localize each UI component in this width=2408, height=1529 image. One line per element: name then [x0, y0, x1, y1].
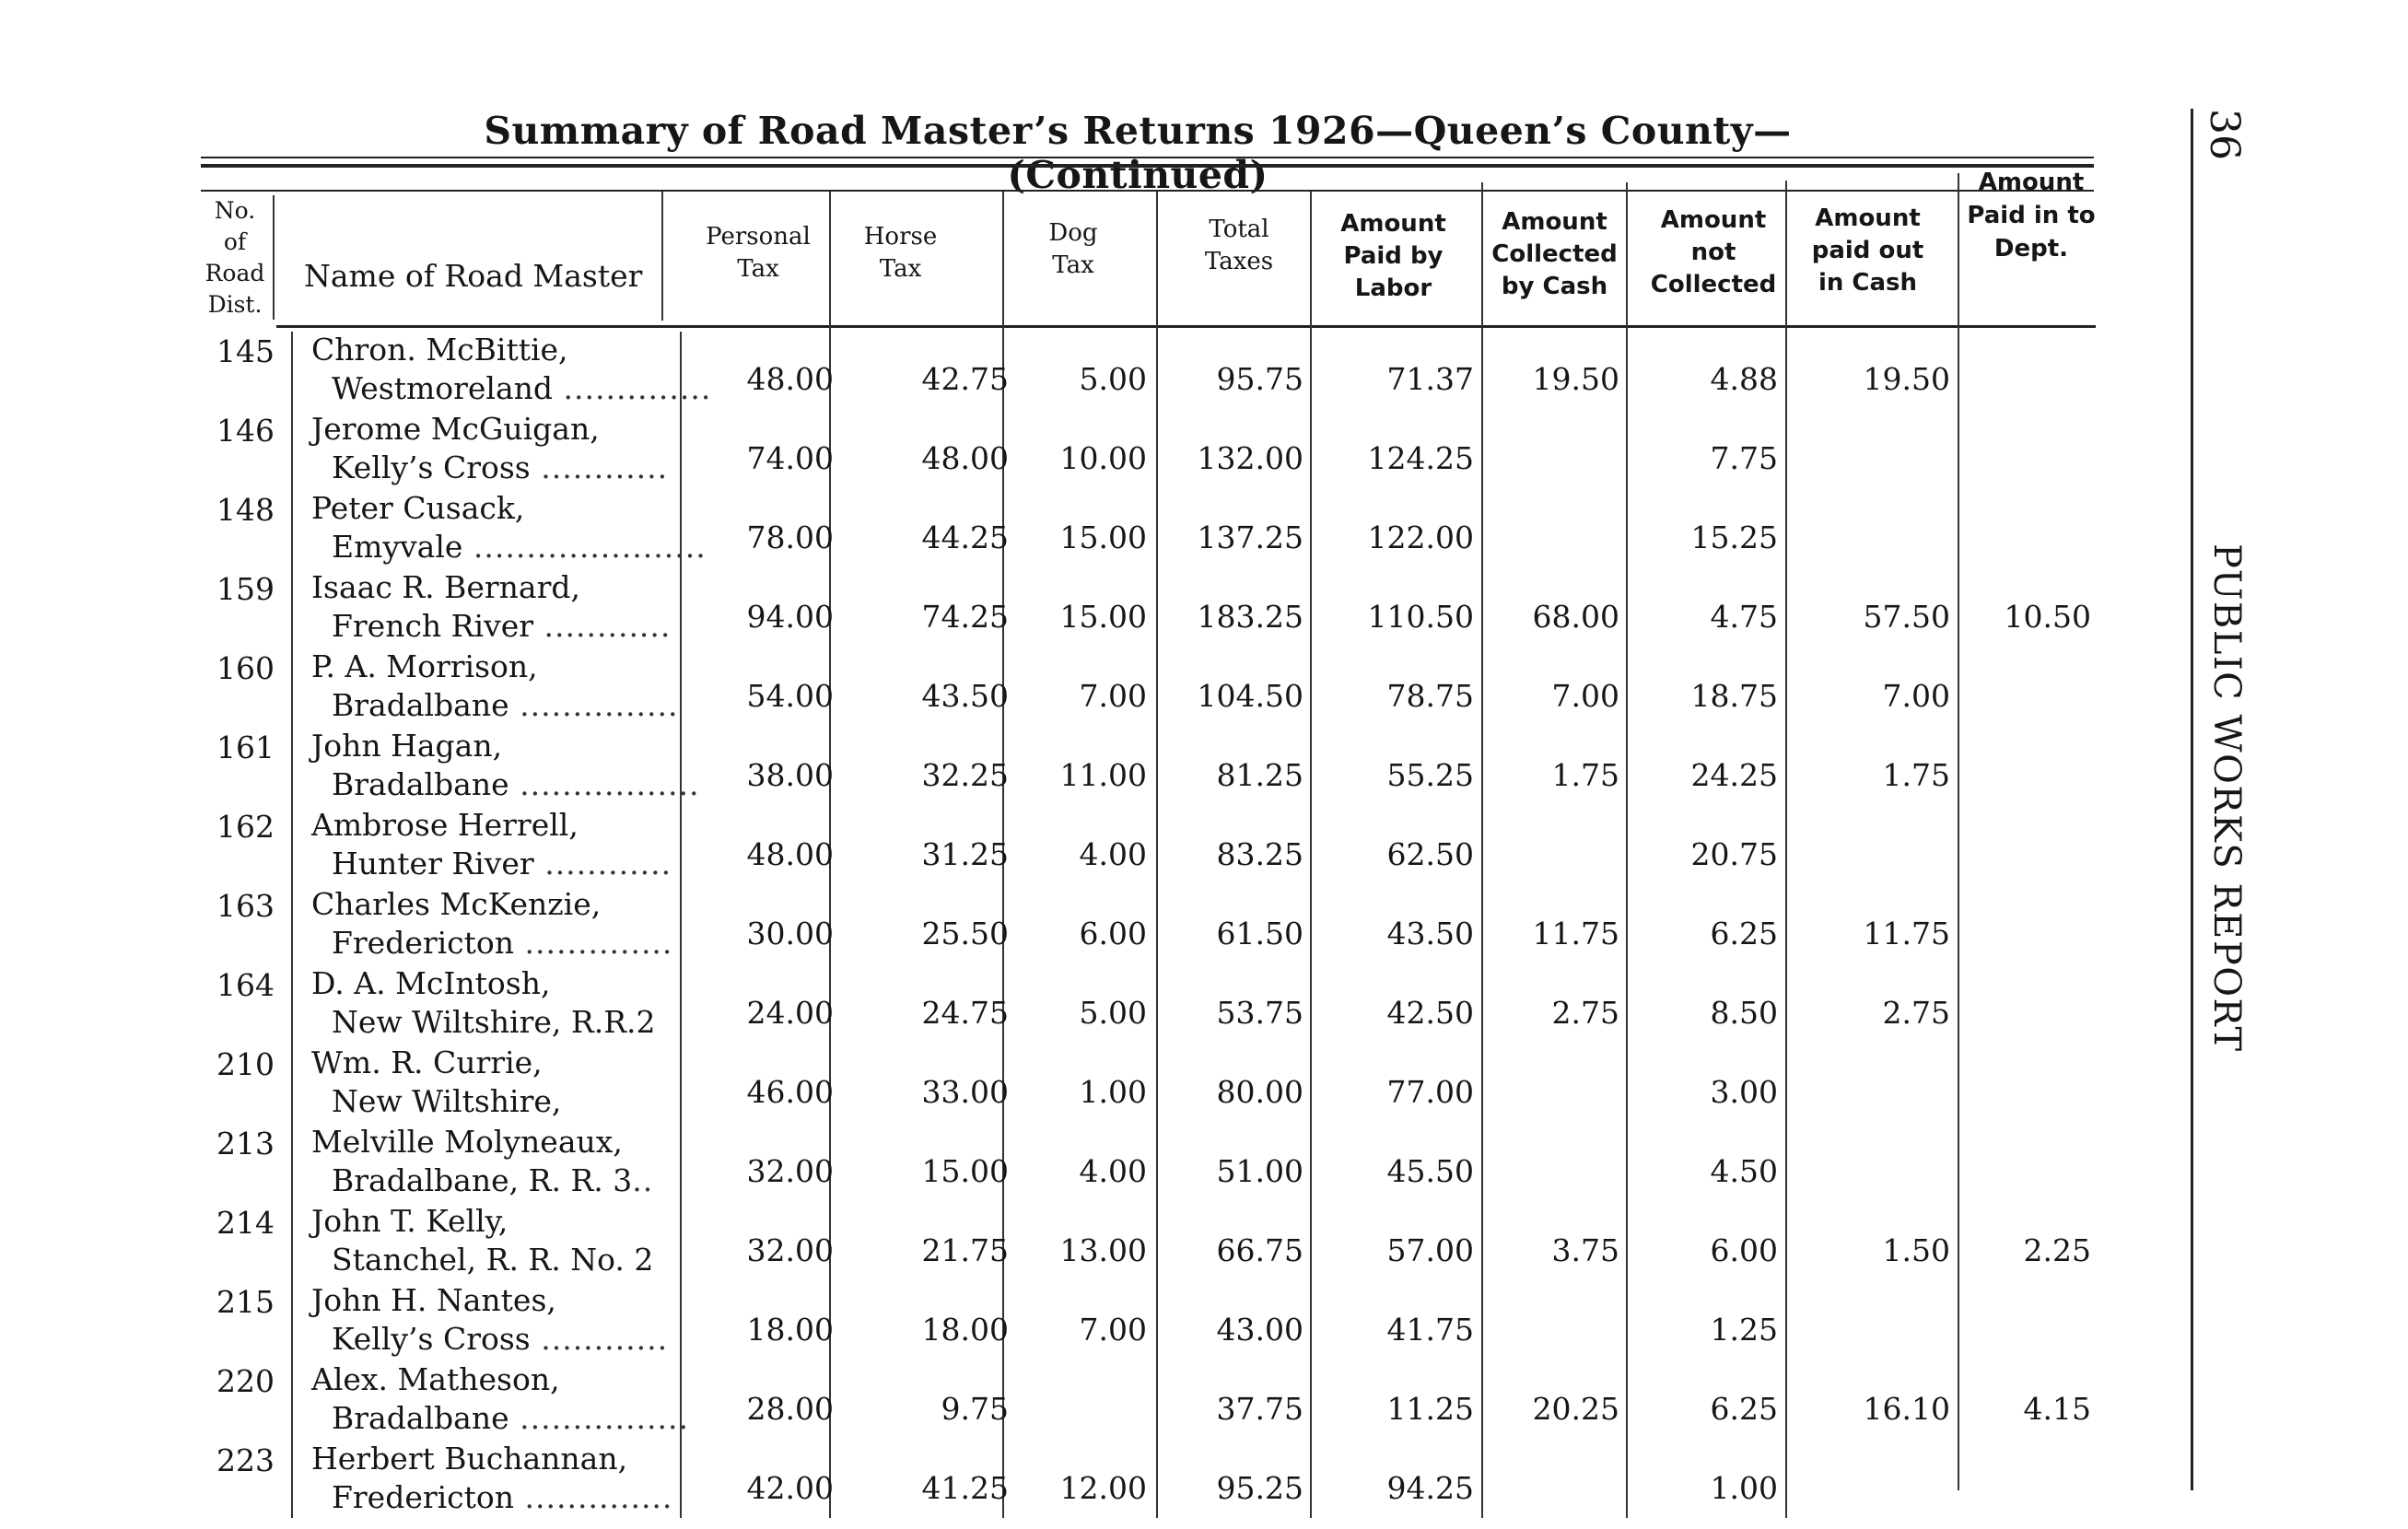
paid-by-labor-value: 57.00: [1386, 1232, 1474, 1268]
paid-by-labor-value: 124.25: [1367, 440, 1474, 476]
col-rule-dist: [273, 195, 275, 320]
personal-tax-value: 28.00: [746, 1391, 834, 1427]
road-district-number: 146: [216, 413, 275, 449]
road-master-name: P. A. Morrison,: [311, 648, 538, 684]
horse-tax-value: 31.25: [921, 836, 1009, 872]
table-row: [0, 1361, 2211, 1441]
total-taxes-value: 61.50: [1216, 916, 1303, 951]
header-paid-out-cash: Amount paid out in Cash: [1811, 204, 1924, 297]
dog-tax-value: 5.00: [1079, 995, 1147, 1031]
header-personal-tax: Personal Tax: [706, 223, 811, 283]
road-master-place: New Wiltshire, R.R.2: [332, 1004, 656, 1040]
road-master-place: Bradalbane ...............: [332, 687, 679, 723]
horse-tax-value: 42.75: [921, 361, 1009, 397]
paid-out-cash-value: 1.75: [1882, 757, 1950, 793]
not-collected-value: 18.75: [1690, 678, 1778, 714]
collected-by-cash-value: 2.75: [1551, 995, 1619, 1031]
personal-tax-value: 78.00: [746, 519, 834, 555]
not-collected-value: 15.25: [1690, 519, 1778, 555]
table-row: [0, 332, 2211, 411]
road-master-place: Fredericton ..............: [332, 1479, 673, 1515]
total-taxes-value: 95.25: [1216, 1470, 1303, 1506]
dog-tax-value: 12.00: [1059, 1470, 1147, 1506]
paid-by-labor-value: 55.25: [1386, 757, 1474, 793]
paid-by-labor-value: 78.75: [1386, 678, 1474, 714]
road-master-place: Fredericton ..............: [332, 925, 673, 961]
paid-by-labor-value: 110.50: [1367, 599, 1474, 635]
not-collected-value: 20.75: [1690, 836, 1778, 872]
paid-out-cash-value: 11.75: [1863, 916, 1950, 951]
road-district-number: 210: [216, 1046, 275, 1082]
road-master-place: Bradalbane, R. R. 3..: [332, 1162, 654, 1198]
road-district-number: 159: [216, 571, 275, 607]
total-taxes-value: 53.75: [1216, 995, 1303, 1031]
not-collected-value: 4.88: [1710, 361, 1778, 397]
total-taxes-value: 80.00: [1216, 1074, 1303, 1110]
title-rule-top: [201, 157, 2094, 158]
personal-tax-value: 32.00: [746, 1232, 834, 1268]
horse-tax-value: 41.25: [921, 1470, 1009, 1506]
horse-tax-value: 48.00: [921, 440, 1009, 476]
total-taxes-value: 37.75: [1216, 1391, 1303, 1427]
table-row: [0, 648, 2211, 728]
header-rule-bottom: [276, 325, 2096, 328]
table-row: [0, 569, 2211, 648]
total-taxes-value: 83.25: [1216, 836, 1303, 872]
road-master-place: Hunter River ............: [332, 846, 672, 881]
collected-by-cash-value: 20.25: [1532, 1391, 1619, 1427]
col-rule-name: [661, 192, 663, 321]
paid-to-dept-value: 2.25: [2023, 1232, 2091, 1268]
paid-out-cash-value: 2.75: [1882, 995, 1950, 1031]
road-master-place: Bradalbane .................: [332, 766, 700, 802]
header-paid-by-labor: Amount Paid by Labor: [1340, 210, 1446, 302]
paid-by-labor-value: 62.50: [1386, 836, 1474, 872]
running-head-rule: [2191, 109, 2193, 1490]
page-title: Summary of Road Master’s Returns 1926—Queen’s County—(Continued): [484, 109, 1792, 197]
total-taxes-value: 51.00: [1216, 1153, 1303, 1189]
dog-tax-value: 11.00: [1059, 757, 1147, 793]
personal-tax-value: 54.00: [746, 678, 834, 714]
not-collected-value: 7.75: [1710, 440, 1778, 476]
table-row: [0, 1282, 2211, 1361]
road-district-number: 213: [216, 1126, 275, 1161]
dog-tax-value: 13.00: [1059, 1232, 1147, 1268]
paid-out-cash-value: 7.00: [1882, 678, 1950, 714]
personal-tax-value: 42.00: [746, 1470, 834, 1506]
not-collected-value: 1.00: [1710, 1470, 1778, 1506]
road-district-number: 162: [216, 809, 275, 845]
road-district-number: 148: [216, 492, 275, 528]
personal-tax-value: 48.00: [746, 836, 834, 872]
road-master-place: Westmoreland ..............: [332, 370, 712, 406]
road-district-number: 214: [216, 1205, 275, 1241]
road-master-place: Kelly’s Cross ............: [332, 1321, 669, 1357]
road-master-place: Stanchel, R. R. No. 2: [332, 1242, 654, 1278]
road-district-number: 161: [216, 729, 275, 765]
horse-tax-value: 21.75: [921, 1232, 1009, 1268]
personal-tax-value: 74.00: [746, 440, 834, 476]
road-district-number: 215: [216, 1284, 275, 1320]
total-taxes-value: 43.00: [1216, 1312, 1303, 1348]
road-master-place: Bradalbane ................: [332, 1400, 689, 1436]
road-master-name: Alex. Matheson,: [311, 1361, 560, 1397]
dog-tax-value: 10.00: [1059, 440, 1147, 476]
paid-to-dept-value: 10.50: [2004, 599, 2091, 635]
horse-tax-value: 9.75: [941, 1391, 1009, 1427]
dog-tax-value: 7.00: [1079, 678, 1147, 714]
total-taxes-value: 183.25: [1197, 599, 1303, 635]
personal-tax-value: 32.00: [746, 1153, 834, 1189]
table-row: [0, 411, 2211, 490]
dog-tax-value: 4.00: [1079, 836, 1147, 872]
header-road-district: No. of Road Dist.: [205, 197, 265, 318]
not-collected-value: 6.25: [1710, 1391, 1778, 1427]
personal-tax-value: 18.00: [746, 1312, 834, 1348]
not-collected-value: 24.25: [1690, 757, 1778, 793]
collected-by-cash-value: 1.75: [1551, 757, 1619, 793]
table-row: [0, 807, 2211, 886]
paid-by-labor-value: 43.50: [1386, 916, 1474, 951]
road-master-name: Charles McKenzie,: [311, 886, 602, 922]
horse-tax-value: 25.50: [921, 916, 1009, 951]
collected-by-cash-value: 3.75: [1551, 1232, 1619, 1268]
total-taxes-value: 81.25: [1216, 757, 1303, 793]
dog-tax-value: 5.00: [1079, 361, 1147, 397]
horse-tax-value: 43.50: [921, 678, 1009, 714]
total-taxes-value: 104.50: [1197, 678, 1303, 714]
road-master-name: John H. Nantes,: [311, 1282, 556, 1318]
road-district-number: 164: [216, 967, 275, 1003]
road-district-number: 163: [216, 888, 275, 924]
road-district-number: 160: [216, 650, 275, 686]
road-district-number: 220: [216, 1363, 275, 1399]
collected-by-cash-value: 11.75: [1532, 916, 1619, 951]
paid-by-labor-value: 122.00: [1367, 519, 1474, 555]
not-collected-value: 6.25: [1710, 916, 1778, 951]
header-road-master-name: Name of Road Master: [304, 258, 643, 294]
header-not-collected: Amount not Collected: [1650, 206, 1777, 298]
paid-to-dept-value: 4.15: [2023, 1391, 2091, 1427]
horse-tax-value: 32.25: [921, 757, 1009, 793]
collected-by-cash-value: 7.00: [1551, 678, 1619, 714]
paid-out-cash-value: 19.50: [1863, 361, 1950, 397]
header-total-taxes: Total Taxes: [1204, 216, 1274, 275]
not-collected-value: 4.50: [1710, 1153, 1778, 1189]
dog-tax-value: 6.00: [1079, 916, 1147, 951]
horse-tax-value: 18.00: [921, 1312, 1009, 1348]
horse-tax-value: 44.25: [921, 519, 1009, 555]
collected-by-cash-value: 68.00: [1532, 599, 1619, 635]
personal-tax-value: 94.00: [746, 599, 834, 635]
personal-tax-value: 30.00: [746, 916, 834, 951]
paid-out-cash-value: 57.50: [1863, 599, 1950, 635]
not-collected-value: 8.50: [1710, 995, 1778, 1031]
road-master-name: Wm. R. Currie,: [311, 1045, 543, 1080]
collected-by-cash-value: 19.50: [1532, 361, 1619, 397]
not-collected-value: 3.00: [1710, 1074, 1778, 1110]
header-paid-to-dept: Amount Paid in to Dept.: [1967, 169, 2096, 263]
personal-tax-value: 48.00: [746, 361, 834, 397]
not-collected-value: 6.00: [1710, 1232, 1778, 1268]
horse-tax-value: 74.25: [921, 599, 1009, 635]
road-master-name: Ambrose Herrell,: [311, 807, 579, 843]
table-row: [0, 728, 2211, 807]
table-row: [0, 1124, 2211, 1203]
header-rule-top: [201, 190, 2094, 192]
road-master-place: New Wiltshire,: [332, 1083, 562, 1119]
personal-tax-value: 46.00: [746, 1074, 834, 1110]
horse-tax-value: 24.75: [921, 995, 1009, 1031]
road-master-name: John Hagan,: [311, 728, 503, 764]
paid-out-cash-value: 1.50: [1882, 1232, 1950, 1268]
running-head: PUBLIC WORKS REPORT: [2205, 543, 2248, 1053]
paid-out-cash-value: 16.10: [1863, 1391, 1950, 1427]
road-master-name: Herbert Buchannan,: [311, 1441, 628, 1476]
table-row: [0, 1203, 2211, 1282]
paid-by-labor-value: 77.00: [1386, 1074, 1474, 1110]
dog-tax-value: 4.00: [1079, 1153, 1147, 1189]
road-master-place: Kelly’s Cross ............: [332, 449, 669, 485]
road-master-name: Peter Cusack,: [311, 490, 525, 526]
not-collected-value: 4.75: [1710, 599, 1778, 635]
paid-by-labor-value: 45.50: [1386, 1153, 1474, 1189]
dog-tax-value: 7.00: [1079, 1312, 1147, 1348]
title-rule-double: [201, 164, 2094, 168]
table-row: [0, 1441, 2211, 1520]
header-collected-by-cash: Amount Collected by Cash: [1491, 208, 1618, 300]
road-master-name: Chron. McBittie,: [311, 332, 568, 368]
table-row: [0, 490, 2211, 569]
paid-by-labor-value: 94.25: [1386, 1470, 1474, 1506]
paid-by-labor-value: 11.25: [1386, 1391, 1474, 1427]
road-master-name: Jerome McGuigan,: [311, 411, 600, 447]
road-master-name: D. A. McIntosh,: [311, 965, 551, 1001]
table-row: [0, 1045, 2211, 1124]
paid-by-labor-value: 42.50: [1386, 995, 1474, 1031]
road-master-place: Emyvale ......................: [332, 529, 707, 565]
page-number: 36: [2201, 109, 2248, 160]
table-row: [0, 886, 2211, 965]
horse-tax-value: 33.00: [921, 1074, 1009, 1110]
road-master-name: Melville Molyneaux,: [311, 1124, 623, 1160]
horse-tax-value: 15.00: [921, 1153, 1009, 1189]
dog-tax-value: 1.00: [1079, 1074, 1147, 1110]
paid-by-labor-value: 71.37: [1386, 361, 1474, 397]
personal-tax-value: 24.00: [746, 995, 834, 1031]
total-taxes-value: 132.00: [1197, 440, 1303, 476]
road-master-name: Isaac R. Bernard,: [311, 569, 580, 605]
not-collected-value: 1.25: [1710, 1312, 1778, 1348]
table-row: [0, 965, 2211, 1045]
header-horse-tax: Horse Tax: [863, 223, 938, 283]
dog-tax-value: 15.00: [1059, 519, 1147, 555]
total-taxes-value: 95.75: [1216, 361, 1303, 397]
personal-tax-value: 38.00: [746, 757, 834, 793]
paid-by-labor-value: 41.75: [1386, 1312, 1474, 1348]
road-district-number: 223: [216, 1442, 275, 1478]
dog-tax-value: 15.00: [1059, 599, 1147, 635]
total-taxes-value: 66.75: [1216, 1232, 1303, 1268]
header-dog-tax: Dog Tax: [1048, 219, 1098, 279]
road-district-number: 145: [216, 333, 275, 369]
road-master-name: John T. Kelly,: [311, 1203, 508, 1239]
total-taxes-value: 137.25: [1197, 519, 1303, 555]
road-master-place: French River ............: [332, 608, 672, 644]
